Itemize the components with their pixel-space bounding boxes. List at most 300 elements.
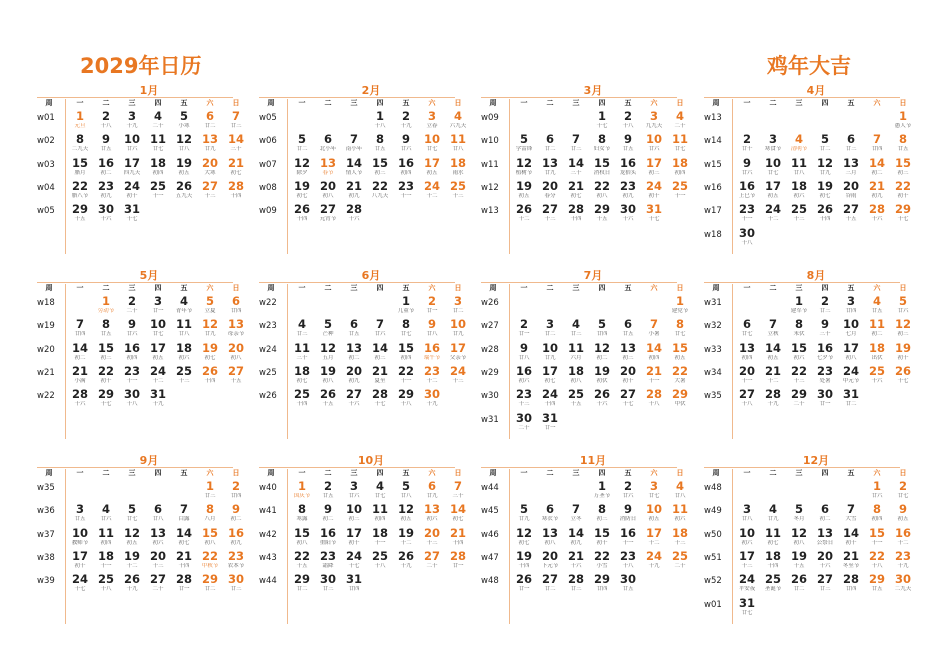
lunar-label: 廿一: [426, 308, 438, 314]
week-column-divider: [65, 284, 66, 439]
day-number: 10: [449, 317, 466, 332]
week-number: w22: [37, 391, 55, 402]
lunar-label: 十七: [348, 562, 360, 569]
day-cell: [734, 365, 760, 389]
lunar-label: 廿九: [518, 516, 530, 523]
day-cell: [197, 503, 223, 527]
day-cell: [223, 550, 249, 574]
day-cell: [67, 527, 93, 551]
day-cell: [563, 388, 589, 412]
week-number: w08: [259, 182, 277, 193]
lunar-label: 中元节: [842, 377, 860, 384]
day-number: 12: [293, 155, 310, 170]
day-cell: [838, 527, 864, 551]
day-cell: [641, 480, 667, 504]
day-number: 13: [345, 340, 362, 355]
lunar-label: 十一: [400, 192, 412, 199]
weekday-header: 一: [743, 99, 751, 107]
weekday-header: 四: [598, 284, 606, 292]
day-cell: [786, 157, 812, 181]
lunar-label: 廿二: [845, 401, 857, 408]
day-cell: [734, 527, 760, 551]
day-cell: [289, 318, 315, 342]
week-number: w42: [259, 529, 277, 540]
lunar-label: 初七: [296, 377, 308, 384]
lunar-label: 初十: [74, 562, 86, 569]
lunar-label: 除夕: [296, 169, 308, 176]
lunar-label: 十三: [426, 539, 438, 546]
week-header: 周: [489, 469, 497, 477]
lunar-label: 圣诞节: [764, 586, 782, 593]
lunar-label: 廿三: [570, 331, 582, 338]
day-number: 2: [742, 132, 751, 147]
day-number: 7: [375, 317, 384, 332]
day-number: 26: [790, 572, 807, 587]
day-cell: [171, 180, 197, 204]
lunar-label: 十四: [570, 216, 582, 223]
month-divider: [37, 467, 233, 468]
day-cell: [667, 295, 693, 319]
day-number: 11: [149, 132, 166, 147]
lunar-label: 腊八节: [71, 192, 89, 199]
day-number: 9: [898, 502, 907, 517]
lunar-label: 廿五: [622, 586, 634, 593]
day-number: 1: [401, 294, 410, 308]
day-number: 7: [453, 479, 462, 493]
week-number: w30: [481, 391, 499, 402]
day-cell: [760, 133, 786, 157]
day-number: 1: [297, 479, 306, 493]
lunar-label: 劳动节: [97, 308, 115, 314]
lunar-label: 三月: [845, 169, 857, 176]
lunar-label: 初十: [897, 192, 909, 199]
lunar-label: 七夕节: [816, 354, 834, 361]
day-number: 11: [293, 340, 310, 355]
lunar-label: 二十: [518, 424, 530, 431]
lunar-label: 十九: [648, 562, 660, 569]
weekday-header: 日: [676, 99, 684, 107]
lunar-label: 谷雨: [845, 192, 857, 199]
lunar-label: 十九: [400, 123, 412, 129]
week-number: w01: [704, 599, 722, 610]
weekday-header: 日: [232, 99, 240, 107]
day-cell: [734, 227, 760, 251]
day-number: 11: [764, 525, 781, 540]
weekday-header: 五: [847, 469, 855, 477]
day-cell: [864, 550, 890, 574]
day-number: 1: [101, 294, 110, 308]
day-number: 24: [449, 363, 466, 378]
week-number: w06: [259, 136, 277, 147]
lunar-label: 廿七: [152, 146, 164, 153]
day-number: 29: [593, 202, 610, 217]
day-cell: [838, 295, 864, 319]
day-number: 16: [319, 525, 336, 540]
day-number: 16: [515, 363, 532, 378]
day-number: 6: [545, 132, 554, 147]
day-cell: [537, 527, 563, 551]
day-cell: [93, 180, 119, 204]
lunar-label: 廿六: [648, 146, 660, 153]
day-cell: [341, 388, 367, 412]
lunar-label: 初伏: [596, 377, 608, 384]
day-number: 29: [671, 387, 688, 402]
weekday-header: 一: [520, 469, 528, 477]
week-header: 周: [712, 99, 720, 107]
day-number: 19: [816, 178, 833, 193]
day-cell: [760, 203, 786, 227]
day-cell: [419, 342, 445, 366]
day-cell: [419, 365, 445, 389]
day-number: 10: [645, 132, 662, 147]
day-cell: [445, 133, 471, 157]
day-cell: [393, 180, 419, 204]
weekday-header: 四: [598, 99, 606, 107]
day-cell: [119, 342, 145, 366]
day-number: 25: [97, 572, 114, 587]
day-cell: [641, 318, 667, 342]
day-cell: [511, 318, 537, 342]
weekday-header: 二: [102, 99, 110, 107]
lunar-label: 廿三: [322, 586, 334, 593]
day-number: 21: [71, 363, 88, 378]
lunar-label: 立秋: [767, 331, 779, 338]
lunar-label: 廿八: [518, 354, 530, 361]
day-number: 8: [794, 317, 803, 332]
lunar-label: 廿三: [845, 146, 857, 153]
day-number: 9: [820, 317, 829, 332]
lunar-label: 初八: [204, 539, 216, 546]
day-cell: [786, 133, 812, 157]
day-cell: [119, 133, 145, 157]
week-number: w13: [704, 113, 722, 123]
day-cell: [341, 503, 367, 527]
day-cell: [341, 527, 367, 551]
day-cell: [393, 527, 419, 551]
week-number: w31: [481, 414, 499, 425]
weekday-header: 六: [650, 284, 658, 292]
day-cell: [119, 295, 145, 319]
day-number: 22: [97, 363, 114, 378]
month-block: [704, 82, 912, 254]
day-cell: [864, 133, 890, 157]
day-cell: [864, 480, 890, 504]
day-number: 12: [319, 340, 336, 355]
day-number: 9: [519, 340, 528, 355]
lunar-label: 消权日: [593, 169, 611, 176]
day-number: 19: [515, 548, 532, 563]
day-cell: [641, 388, 667, 412]
lunar-label: 廿一: [518, 331, 530, 338]
day-cell: [734, 180, 760, 204]
lunar-label: 初八: [296, 539, 308, 546]
lunar-label: 初三: [374, 354, 386, 361]
day-cell: [419, 133, 445, 157]
day-cell: [786, 503, 812, 527]
month-title: 3月: [583, 84, 603, 97]
lunar-label: 二十: [674, 562, 686, 569]
week-number: w45: [481, 506, 499, 517]
day-number: 28: [868, 202, 885, 217]
lunar-label: 初五: [767, 354, 779, 361]
day-cell: [563, 550, 589, 574]
day-number: 28: [175, 572, 192, 587]
day-cell: [615, 388, 641, 412]
day-number: 18: [371, 525, 388, 540]
lunar-label: 农本节: [227, 562, 245, 569]
day-number: 7: [768, 317, 777, 332]
day-number: 18: [97, 548, 114, 563]
day-number: 26: [175, 178, 192, 193]
day-cell: [641, 203, 667, 227]
weekday-header: 六: [206, 469, 214, 477]
week-number: w27: [481, 321, 499, 332]
day-cell: [145, 180, 171, 204]
day-cell: [419, 480, 445, 504]
lunar-label: 十四: [230, 192, 242, 199]
lunar-label: 十五: [74, 216, 86, 223]
day-number: 11: [671, 132, 688, 147]
week-number: w28: [481, 344, 499, 355]
day-cell: [511, 133, 537, 157]
day-cell: [419, 295, 445, 319]
day-cell: [615, 527, 641, 551]
lunar-label: 十九: [426, 401, 438, 408]
day-number: 26: [515, 572, 532, 587]
lunar-label: 廿四: [871, 146, 883, 153]
day-cell: [537, 157, 563, 181]
day-cell: [289, 480, 315, 504]
day-cell: [67, 133, 93, 157]
day-number: 8: [401, 317, 410, 332]
day-number: 23: [97, 178, 114, 193]
day-number: 5: [519, 132, 528, 147]
lunar-label: 廿九: [426, 493, 438, 499]
weekday-header: 二: [769, 284, 777, 292]
lunar-label: 廿七: [674, 146, 686, 153]
day-number: 12: [515, 155, 532, 170]
day-number: 10: [71, 525, 88, 540]
week-number: w05: [259, 113, 277, 123]
lunar-label: 十一: [648, 377, 660, 384]
lunar-label: 初九: [570, 539, 582, 546]
week-header: 周: [267, 284, 275, 292]
day-cell: [67, 342, 93, 366]
day-number: 20: [842, 178, 859, 193]
lunar-label: 处暑: [819, 377, 831, 384]
day-cell: [315, 133, 341, 157]
day-cell: [537, 412, 563, 436]
day-cell: [864, 295, 890, 319]
day-cell: [367, 365, 393, 389]
day-number: 25: [764, 572, 781, 587]
weekday-header: 二: [324, 469, 332, 477]
lunar-label: 二九天: [894, 586, 912, 593]
day-cell: [864, 318, 890, 342]
weekday-header: 六: [428, 99, 436, 107]
day-number: 18: [293, 363, 310, 378]
day-number: 4: [375, 479, 384, 493]
day-number: 19: [123, 548, 140, 563]
weekday-header: 二: [324, 99, 332, 107]
day-number: 13: [149, 525, 166, 540]
lunar-label: 初二: [871, 169, 883, 176]
month-divider: [481, 467, 677, 468]
weekday-header: 三: [572, 469, 580, 477]
day-cell: [289, 527, 315, 551]
week-number: w19: [37, 321, 55, 332]
day-cell: [786, 550, 812, 574]
week-column-divider: [65, 469, 66, 624]
day-number: 18: [175, 340, 192, 355]
month-block: [704, 452, 912, 624]
day-cell: [667, 133, 693, 157]
day-number: 30: [738, 225, 755, 240]
month-block: [481, 452, 688, 624]
day-number: 30: [319, 572, 336, 587]
day-number: 21: [449, 525, 466, 540]
day-cell: [223, 318, 249, 342]
day-number: 4: [179, 294, 188, 308]
lunar-label: 初七: [296, 192, 308, 199]
day-number: 25: [449, 178, 466, 193]
week-number: w17: [704, 206, 722, 217]
lunar-label: 十八: [741, 401, 753, 408]
weekday-header: 三: [128, 469, 136, 477]
lunar-label: 廿三: [570, 586, 582, 593]
day-number: 3: [453, 294, 462, 308]
day-cell: [367, 550, 393, 574]
day-number: 7: [872, 132, 881, 147]
lunar-label: 八月: [204, 516, 216, 523]
week-number: w12: [481, 182, 499, 193]
day-cell: [197, 573, 223, 597]
weekday-header: 六: [873, 99, 881, 107]
day-cell: [341, 157, 367, 181]
day-number: 11: [97, 525, 114, 540]
lunar-label: 十三: [452, 192, 464, 199]
weekday-header: 日: [232, 284, 240, 292]
day-number: 22: [201, 548, 218, 563]
day-cell: [223, 110, 249, 134]
lunar-label: 六九天: [449, 123, 467, 129]
lunar-label: 小暑: [648, 331, 660, 338]
day-number: 10: [764, 155, 781, 170]
day-cell: [890, 203, 916, 227]
day-cell: [67, 110, 93, 134]
day-number: 3: [742, 502, 751, 517]
weekday-header: 一: [520, 99, 528, 107]
month-divider: [37, 282, 233, 283]
weekday-header: 一: [520, 284, 528, 292]
day-number: 1: [597, 479, 606, 493]
day-cell: [315, 388, 341, 412]
lunar-label: 六月: [570, 354, 582, 361]
lunar-label: 十四: [767, 562, 779, 569]
day-number: 27: [738, 387, 755, 402]
day-number: 13: [201, 132, 218, 147]
day-number: 6: [742, 317, 751, 332]
day-cell: [786, 295, 812, 319]
lunar-label: 初十: [648, 192, 660, 199]
day-cell: [667, 550, 693, 574]
day-number: 27: [201, 178, 218, 193]
day-number: 9: [231, 502, 240, 517]
day-number: 14: [764, 340, 781, 355]
week-number: w36: [37, 506, 55, 517]
day-number: 26: [515, 202, 532, 217]
lunar-label: 初十: [596, 539, 608, 546]
day-number: 14: [175, 525, 192, 540]
day-cell: [93, 295, 119, 319]
day-number: 25: [790, 202, 807, 217]
lunar-label: 十一: [100, 562, 112, 569]
day-cell: [838, 503, 864, 527]
lunar-label: 大暑: [674, 377, 686, 384]
lunar-label: 十八: [374, 123, 386, 129]
lunar-label: 霜降: [322, 562, 334, 569]
week-number: w20: [37, 344, 55, 355]
day-cell: [223, 180, 249, 204]
day-number: 11: [868, 317, 885, 332]
weekday-header: 日: [899, 99, 907, 107]
lunar-label: 廿四: [845, 586, 857, 593]
week-number: w40: [259, 483, 277, 493]
lunar-label: 廿七: [374, 493, 386, 499]
lunar-label: 十九: [400, 562, 412, 569]
week-number: w33: [704, 344, 722, 355]
day-cell: [119, 527, 145, 551]
day-cell: [838, 318, 864, 342]
day-number: 17: [541, 363, 558, 378]
day-number: 21: [371, 363, 388, 378]
lunar-label: 二十: [152, 586, 164, 593]
day-cell: [93, 503, 119, 527]
lunar-label: 廿九: [204, 331, 216, 338]
day-number: 6: [231, 294, 240, 308]
lunar-label: 十五: [570, 401, 582, 408]
lunar-label: 初五: [126, 539, 138, 546]
day-cell: [119, 388, 145, 412]
lunar-label: 廿八: [152, 516, 164, 523]
lunar-label: 廿八: [400, 493, 412, 499]
day-cell: [511, 573, 537, 597]
lunar-label: 廿四: [596, 586, 608, 593]
weekday-header: 日: [232, 469, 240, 477]
month-block: [37, 267, 245, 439]
day-number: 5: [401, 479, 410, 493]
lunar-label: 端午节: [423, 354, 441, 361]
lunar-label: 初五: [152, 354, 164, 361]
week-number: w14: [704, 136, 722, 147]
weekday-header: 二: [102, 284, 110, 292]
day-cell: [145, 550, 171, 574]
day-number: 9: [427, 317, 436, 332]
day-number: 3: [75, 502, 84, 517]
day-cell: [197, 527, 223, 551]
day-cell: [315, 480, 341, 504]
day-cell: [812, 203, 838, 227]
day-number: 6: [205, 109, 214, 123]
day-cell: [367, 110, 393, 134]
day-number: 4: [297, 317, 306, 332]
day-number: 15: [593, 155, 610, 170]
day-cell: [812, 503, 838, 527]
lunar-label: 十八: [100, 123, 112, 129]
lunar-label: 初九: [871, 192, 883, 199]
weekday-header: 四: [154, 469, 162, 477]
lunar-label: 十二: [767, 216, 779, 223]
